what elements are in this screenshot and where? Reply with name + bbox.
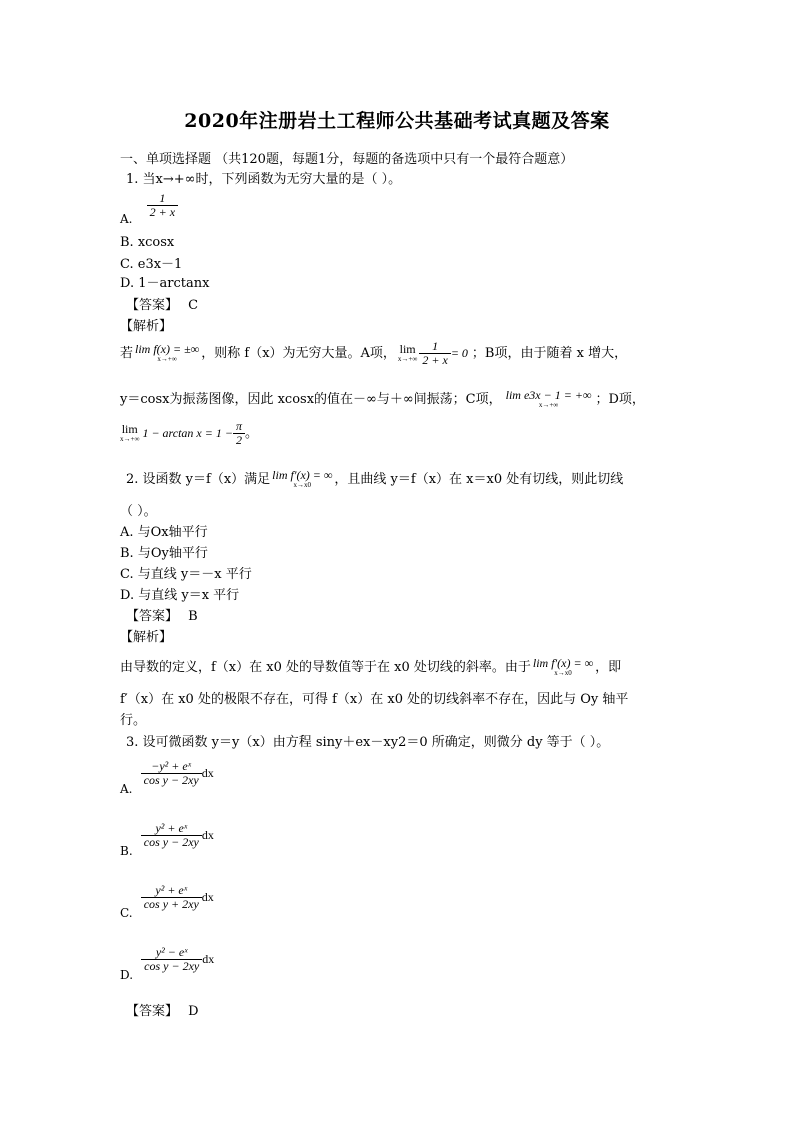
fraction-numerator: π [235, 419, 242, 433]
question-1-option-b: B. xcosx [120, 235, 175, 250]
fraction-denominator: 2 + x [419, 353, 450, 367]
math-fraction [233, 420, 245, 447]
question-1-option-a [120, 191, 178, 226]
fraction-denominator: cos y − 2xy [141, 835, 202, 849]
option-fraction [141, 760, 202, 787]
option-suffix: dx [202, 952, 215, 966]
math-subscript: x→+∞ [120, 435, 140, 443]
analysis-text: 由导数的定义，f（x）在 x0 处的导数值等于在 x0 处切线的斜率。由于 [120, 660, 531, 675]
math-lim-expression [272, 470, 332, 489]
math-expression: = 0 [450, 346, 468, 360]
math-subscript: x→x0 [554, 669, 572, 677]
math-lim-expression [506, 390, 592, 409]
stem-text: ，且曲线 y＝f（x）在 x＝x0 处有切线，则此切线 [334, 472, 624, 487]
question-2-stem-line-1 [126, 468, 623, 489]
analysis-text: y＝cosx为振荡图像，因此 xcosx的值在－∞与＋∞间振荡；C项， [120, 392, 502, 407]
question-2-answer [126, 605, 198, 624]
analysis-text: 。 [244, 426, 258, 441]
question-2-option-b: B. 与Oy轴平行 [120, 546, 208, 561]
option-suffix: dx [201, 828, 214, 842]
question-1-analysis-line-1 [120, 340, 627, 367]
fraction-numerator: 1 [159, 191, 166, 205]
question-2-analysis-line-3: 行。 [120, 713, 147, 728]
page-title: 2020年注册岩土工程师公共基础考试真题及答案 [184, 110, 610, 132]
question-2-analysis-line-1 [120, 656, 621, 677]
math-lim: lim [399, 342, 416, 356]
answer-tag: 【答案】 [126, 298, 179, 313]
question-2-option-c: C. 与直线 y＝－x 平行 [120, 567, 252, 582]
fraction-numerator: y² + eˣ [155, 883, 188, 897]
option-fraction [141, 946, 202, 973]
question-3-option-c [120, 883, 214, 920]
fraction-denominator: cos y − 2xy [141, 959, 202, 973]
math-fraction [419, 340, 450, 367]
option-label: C. [120, 906, 133, 920]
question-2-analysis-line-2: f′（x）在 x0 处的极限不存在，可得 f（x）在 x0 处的切线斜率不存在，因此与 Oy 轴平 [120, 692, 629, 707]
answer-value: B [188, 609, 198, 624]
option-suffix: dx [201, 766, 214, 780]
question-1-analysis-tag: 【解析】 [120, 319, 173, 334]
math-lim: lim [121, 422, 138, 436]
question-2-option-a: A. 与Ox轴平行 [120, 525, 208, 540]
option-a-fraction [147, 192, 178, 219]
math-expression: 1 − arctan x = 1 − [142, 426, 233, 440]
option-suffix: dx [201, 890, 214, 904]
question-1-stem: 1. 当x→+∞时，下列函数为无穷大量的是（ ）。 [126, 172, 402, 187]
math-subscript: x→+∞ [538, 401, 559, 409]
math-subscript: x→+∞ [157, 355, 177, 363]
fraction-numerator: −y² + eˣ [151, 759, 192, 773]
option-fraction [141, 884, 202, 911]
question-1-option-c: C. e3x－1 [120, 257, 183, 272]
math-subscript: x→x0 [293, 481, 312, 489]
math-expression: lim f(x) = ±∞ [135, 342, 200, 356]
option-fraction [141, 822, 202, 849]
analysis-text: ，则称 f（x）为无穷大量。A项， [201, 346, 396, 361]
math-lim-expression [533, 658, 593, 677]
fraction-numerator: y² − eˣ [155, 945, 188, 959]
fraction-numerator: 1 [432, 339, 439, 353]
analysis-text: ；D项， [595, 392, 645, 407]
question-3-option-a [120, 759, 214, 796]
answer-value: D [188, 1004, 199, 1019]
math-expression: lim f′(x) = ∞ [272, 468, 333, 482]
question-2-stem-line-2: （ ）。 [120, 504, 157, 519]
question-1-option-d: D. 1－arctanx [120, 276, 210, 291]
option-label: D. [120, 968, 134, 982]
analysis-text: ；B项，由于随着 x 增大， [471, 346, 628, 361]
stem-text: 2. 设函数 y＝f（x）满足 [126, 472, 271, 487]
question-3-option-d [120, 945, 215, 982]
fraction-denominator: cos y + 2xy [141, 897, 202, 911]
option-label: A. [120, 782, 133, 796]
option-label: A. [120, 212, 133, 226]
section-heading: 一、单项选择题 （共120题，每题1分，每题的备选项中只有一个最符合题意） [120, 152, 574, 167]
question-3-answer [126, 1000, 199, 1019]
math-expression: lim e3x − 1 = +∞ [505, 388, 592, 402]
math-lim-expression [135, 344, 199, 363]
question-1-answer [126, 294, 198, 313]
option-label: B. [120, 844, 133, 858]
question-1-analysis-line-3 [120, 420, 258, 447]
analysis-text: ，即 [595, 660, 622, 675]
fraction-denominator: cos y − 2xy [141, 773, 202, 787]
analysis-text: 若 [120, 346, 134, 361]
answer-value: C [188, 298, 199, 313]
question-3-stem: 3. 设可微函数 y＝y（x）由方程 siny＋ex－xy2＝0 所确定，则微分 dy 等于（ ）。 [126, 735, 610, 750]
math-subscript: x→+∞ [397, 355, 418, 363]
math-expression: lim f′(x) = ∞ [532, 656, 594, 670]
fraction-numerator: y² + eˣ [155, 821, 188, 835]
question-3-option-b [120, 821, 214, 858]
answer-tag: 【答案】 [126, 1004, 179, 1019]
question-1-analysis-line-2 [120, 388, 645, 409]
fraction-denominator: 2 [233, 433, 245, 447]
question-2-option-d: D. 与直线 y＝x 平行 [120, 588, 240, 603]
math-lim-expression [120, 424, 139, 443]
math-lim-expression [398, 344, 417, 363]
fraction-denominator: 2 + x [147, 205, 178, 219]
answer-tag: 【答案】 [126, 609, 179, 624]
question-2-analysis-tag: 【解析】 [120, 630, 173, 645]
